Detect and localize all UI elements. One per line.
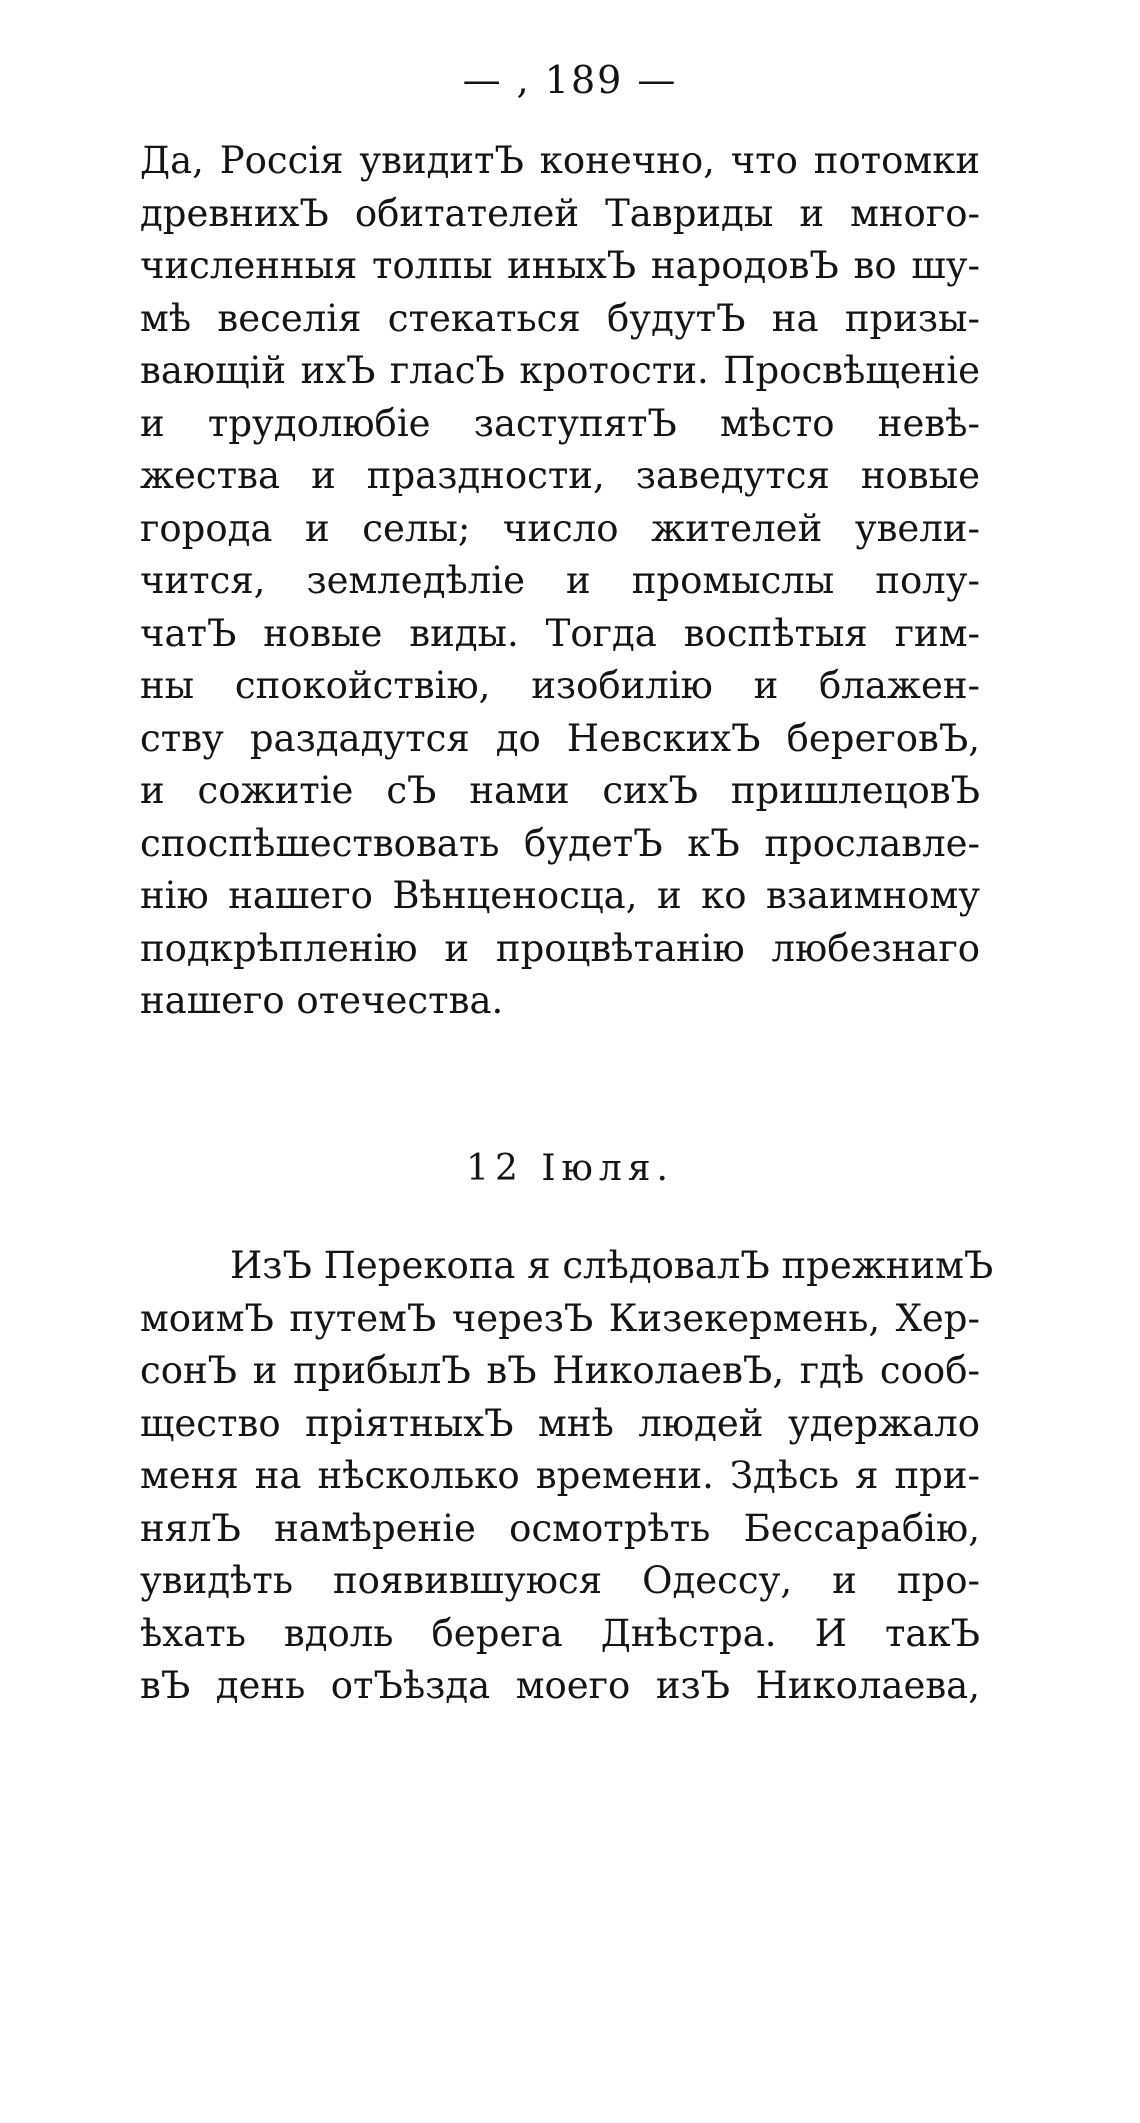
text-line: щество пріятныхЪ мнѣ людей удержало: [140, 1401, 980, 1445]
text-line: мѣ веселія стекаться будутЪ на призы-: [140, 296, 980, 340]
text-line: вающій ихЪ гласЪ кротости. Просвѣщеніе: [140, 349, 980, 392]
section-heading-date: 12 Іюля.: [466, 1148, 674, 1189]
text-line: Да, Россія увидитЪ конечно, что потомки: [140, 139, 980, 182]
text-line: численныя толпы иныхЪ народовЪ во шу-: [140, 244, 980, 287]
text-line: чится, земледѣліе и промыслы полу-: [140, 559, 980, 602]
text-line: и трудолюбіе заступятЪ мѣсто невѣ-: [140, 401, 980, 445]
text-line: и сожитіе сЪ нами сихЪ пришлецовЪ: [140, 769, 980, 812]
text-line: нію нашего Вѣнценосца, и ко взаимному: [140, 874, 980, 917]
text-line: моимЪ путемЪ черезЪ Кизекермень, Хер-: [140, 1296, 980, 1340]
text-line: ству раздадутся до НевскихЪ береговЪ,: [140, 716, 980, 760]
paragraph-1: [140, 135, 980, 1028]
page-number: — , 189 —: [462, 58, 678, 102]
text-line: споспѣшествовать будетЪ кЪ прославле-: [140, 821, 980, 865]
text-line: чатЪ новые виды. Тогда воспѣтыя гим-: [140, 611, 980, 655]
paragraph-2: [140, 1240, 994, 1713]
text-line: ѣхать вдоль берега Днѣстра. И такЪ: [140, 1611, 980, 1655]
text-line: увидѣть появившуюся Одессу, и про-: [140, 1559, 980, 1602]
text-line: древнихЪ обитателей Тавриды и много-: [140, 191, 980, 235]
text-line: нялЪ намѣреніе осмотрѣть Бессарабію,: [140, 1506, 980, 1550]
text-line: подкрѣпленію и процвѣтанію любезнаго: [140, 926, 980, 970]
text-line: вЪ день отЪѣзда моего изЪ Николаева,: [140, 1664, 980, 1707]
text-line: жества и праздности, заведутся новые: [140, 454, 980, 497]
text-line: города и селы; число жителей увели-: [140, 506, 980, 550]
text-line: нашего отечества.: [140, 979, 504, 1022]
text-line: ИзЪ Перекопа я слѣдовалЪ прежнимЪ: [230, 1244, 994, 1287]
text-line: сонЪ и прибылЪ вЪ НиколаевЪ, гдѣ сооб-: [140, 1349, 980, 1392]
text-line: меня на нѣсколько времени. Здѣсь я при-: [140, 1454, 980, 1497]
text-line: ны спокойствію, изобилію и блажен-: [140, 664, 980, 707]
